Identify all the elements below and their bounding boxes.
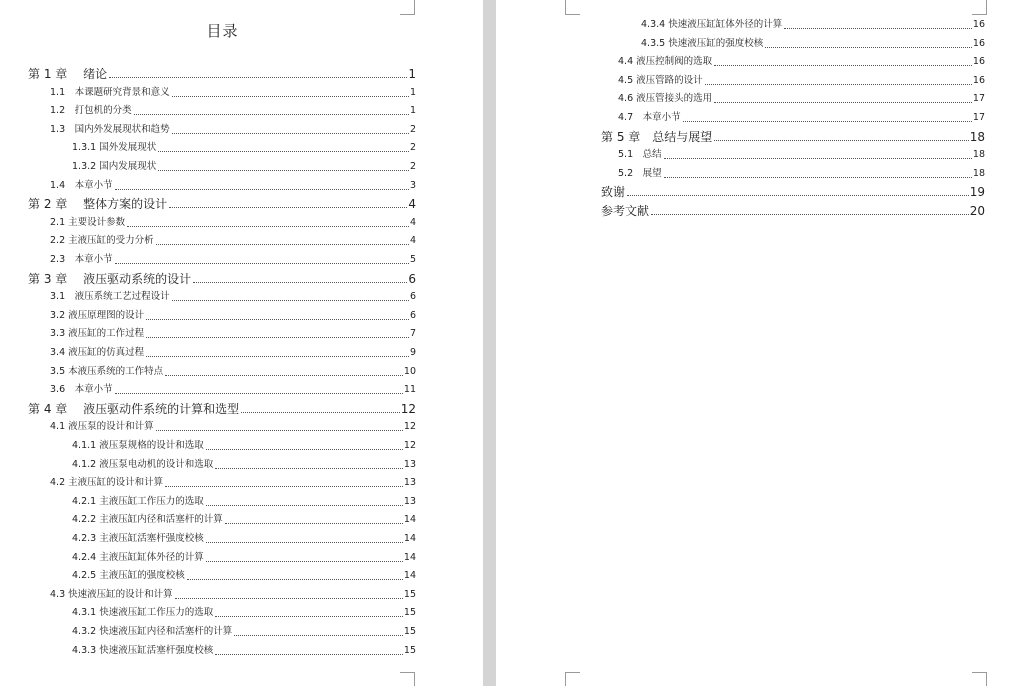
toc-entry[interactable] (72, 625, 416, 639)
dot-leader (664, 177, 972, 178)
toc-entry-title: 1.3.1 国外发展现状 (72, 142, 157, 154)
page-corner-mark (972, 672, 987, 686)
toc-entry-page-number: 13 (403, 495, 416, 507)
dot-leader (241, 412, 400, 413)
toc-entry-page-number: 15 (403, 626, 416, 637)
toc-entry-title: 4.3.2 快速液压缸内径和活塞杆的计算 (72, 626, 233, 637)
page-corner-mark (400, 0, 415, 15)
toc-entry[interactable] (50, 179, 416, 193)
toc-entry-title: 3.4 液压缸的仿真过程 (50, 347, 145, 358)
toc-entry[interactable] (601, 185, 985, 199)
toc-entry-title: 致谢 (601, 185, 626, 200)
dot-leader (234, 635, 403, 636)
toc-entry[interactable] (50, 588, 416, 602)
toc-entry-page-number: 16 (972, 37, 985, 49)
toc-entry-page-number: 14 (403, 570, 416, 582)
dot-leader (651, 214, 969, 215)
toc-entry-title: 2.3 本章小节 (50, 254, 113, 265)
toc-entry-title: 5.2 展望 (618, 167, 662, 179)
toc-entry-page-number: 12 (400, 401, 416, 416)
toc-entry-title: 4.3.5 快速液压缸的强度校核 (641, 37, 764, 49)
dot-leader (225, 523, 403, 524)
toc-entry-title: 4.1.2 液压泵电动机的设计和选取 (72, 458, 214, 470)
toc-entry-title: 3.1 液压系统工艺过程设计 (50, 291, 170, 303)
dot-leader (169, 207, 407, 208)
toc-entry[interactable] (28, 67, 416, 81)
dot-leader (109, 77, 407, 78)
toc-entry-title: 1.2 打包机的分类 (50, 105, 132, 117)
toc-entry-page-number: 11 (403, 384, 416, 396)
toc-entry[interactable] (72, 606, 416, 620)
toc-entry-page-number: 15 (403, 588, 416, 600)
toc-entry-title: 3.6 本章小节 (50, 384, 113, 396)
toc-entry-title: 4.3.4 快速液压缸缸体外径的计算 (641, 19, 783, 30)
toc-entry[interactable] (50, 309, 416, 323)
toc-entry-title: 4.5 液压管路的设计 (618, 74, 703, 86)
page-corner-mark (565, 0, 580, 15)
toc-entry-page-number: 19 (969, 185, 985, 200)
toc-entry[interactable] (50, 365, 416, 379)
toc-entry[interactable] (50, 253, 416, 267)
toc-entry-title: 1.1 本课题研究背景和意义 (50, 86, 170, 98)
toc-entry-title: 第 4 章 液压驱动件系统的计算和选型 (28, 401, 240, 416)
dot-leader (156, 430, 403, 431)
toc-entry-title: 4.2.2 主液压缸内径和活塞杆的计算 (72, 514, 223, 526)
toc-entry[interactable] (50, 123, 416, 137)
toc-entry-page-number: 1 (409, 86, 416, 98)
dot-leader (784, 28, 972, 29)
toc-entry-page-number: 12 (403, 440, 416, 451)
toc-entry[interactable] (618, 74, 985, 88)
toc-entry-page-number: 13 (403, 477, 416, 489)
toc-entry-page-number: 16 (972, 74, 985, 86)
toc-entry[interactable] (50, 420, 416, 434)
dot-leader (714, 65, 972, 66)
page-gutter (483, 0, 496, 686)
dot-leader (705, 84, 972, 85)
dot-leader (134, 114, 409, 115)
toc-entry-page-number: 18 (972, 167, 985, 179)
toc-entry[interactable] (72, 644, 416, 658)
dot-leader (158, 170, 409, 171)
toc-entry-page-number: 13 (403, 458, 416, 470)
toc-entry-title: 2.1 主要设计参数 (50, 216, 126, 228)
page-corner-mark (565, 672, 580, 686)
dot-leader (165, 375, 403, 376)
toc-entry[interactable] (50, 346, 416, 360)
toc-entry[interactable] (72, 569, 416, 583)
toc-entry-page-number: 4 (408, 197, 416, 212)
toc-entry[interactable] (50, 476, 416, 490)
toc-entry-page-number: 17 (972, 93, 985, 105)
toc-entry-page-number: 16 (972, 19, 985, 30)
toc-entry[interactable] (618, 55, 985, 69)
dot-leader (158, 151, 409, 152)
toc-entry-title: 5.1 总结 (618, 149, 662, 161)
dot-leader (175, 598, 403, 599)
toc-entry-page-number: 2 (409, 123, 416, 135)
dot-leader (146, 356, 409, 357)
toc-entry[interactable] (72, 160, 416, 174)
dot-leader (115, 189, 409, 190)
toc-entry-page-number: 14 (403, 514, 416, 526)
toc-entry-title: 4.4 液压控制阀的选取 (618, 56, 713, 68)
toc-entry[interactable] (50, 104, 416, 118)
toc-entry-page-number: 3 (409, 179, 416, 191)
toc-entry-title: 4.1.1 液压泵规格的设计和选取 (72, 440, 204, 451)
toc-entry-title: 第 5 章 总结与展望 (601, 129, 713, 144)
toc-entry-page-number: 1 (409, 105, 416, 117)
document-page-left (0, 0, 483, 686)
toc-entry-title: 3.3 液压缸的工作过程 (50, 328, 145, 340)
toc-entry-page-number: 15 (403, 607, 416, 619)
dot-leader (146, 337, 409, 338)
toc-entry-page-number: 2 (409, 142, 416, 154)
dot-leader (172, 133, 409, 134)
toc-entry-page-number: 18 (969, 129, 985, 144)
page-corner-mark (972, 0, 987, 15)
toc-entry-title: 3.5 本液压系统的工作特点 (50, 365, 164, 377)
toc-entry-title: 4.1 液压泵的设计和计算 (50, 421, 154, 433)
toc-entry[interactable] (641, 18, 985, 32)
dot-leader (115, 263, 409, 264)
dot-leader (215, 616, 403, 617)
toc-entry-page-number: 6 (409, 291, 416, 303)
dot-leader (206, 505, 403, 506)
dot-leader (206, 449, 403, 450)
toc-entry-page-number: 18 (972, 149, 985, 161)
toc-entry[interactable] (618, 92, 985, 106)
toc-entry[interactable] (618, 111, 985, 125)
dot-leader (215, 654, 403, 655)
toc-entry-title: 第 1 章 绪论 (28, 67, 108, 81)
dot-leader (664, 158, 972, 159)
toc-entry[interactable] (72, 439, 416, 453)
toc-entry[interactable] (72, 141, 416, 155)
toc-title: 目录 (206, 22, 239, 40)
page-corner-mark (400, 672, 415, 686)
dot-leader (714, 140, 968, 141)
toc-entry[interactable] (601, 204, 985, 218)
document-page-right (496, 0, 1031, 686)
toc-entry[interactable] (50, 234, 416, 248)
toc-entry-page-number: 7 (409, 328, 416, 340)
dot-leader (187, 579, 403, 580)
dot-leader (115, 393, 403, 394)
dot-leader (193, 282, 407, 283)
toc-entry-title: 2.2 主液压缸的受力分析 (50, 235, 154, 247)
toc-entry-title: 1.3 国内外发展现状和趋势 (50, 123, 170, 135)
toc-entry-title: 4.6 液压管接头的选用 (618, 93, 713, 105)
toc-entry-title: 3.2 液压原理图的设计 (50, 309, 145, 321)
toc-entry[interactable] (50, 216, 416, 230)
toc-entry[interactable] (50, 290, 416, 304)
toc-entry-page-number: 14 (403, 533, 416, 544)
toc-entry-title: 4.7 本章小节 (618, 112, 681, 123)
dot-leader (206, 542, 403, 543)
dot-leader (627, 195, 969, 196)
toc-entry[interactable] (72, 532, 416, 546)
toc-entry-title: 4.2.5 主液压缸的强度校核 (72, 570, 185, 582)
toc-entry[interactable] (72, 513, 416, 527)
toc-entry-title: 第 2 章 整体方案的设计 (28, 197, 168, 212)
toc-entry[interactable] (28, 197, 416, 211)
toc-entry-page-number: 12 (403, 421, 416, 433)
toc-entry-title: 参考文献 (601, 204, 650, 218)
toc-entry-page-number: 4 (409, 216, 416, 228)
toc-entry-title: 第 3 章 液压驱动系统的设计 (28, 271, 192, 286)
toc-entry-title: 4.3 快速液压缸的设计和计算 (50, 588, 173, 600)
toc-entry[interactable] (618, 167, 985, 181)
toc-entry[interactable] (72, 495, 416, 509)
dot-leader (683, 121, 972, 122)
toc-entry[interactable] (72, 551, 416, 565)
toc-entry-page-number: 17 (972, 112, 985, 123)
toc-entry[interactable] (618, 148, 985, 162)
toc-entry-title: 1.4 本章小节 (50, 179, 113, 191)
dot-leader (172, 300, 409, 301)
dot-leader (146, 319, 409, 320)
toc-entry-page-number: 9 (409, 347, 416, 358)
toc-entry-page-number: 14 (403, 551, 416, 563)
toc-entry-title: 4.3.1 快速液压缸工作压力的选取 (72, 607, 214, 619)
toc-entry-title: 4.2 主液压缸的设计和计算 (50, 477, 164, 489)
dot-leader (765, 47, 972, 48)
dot-leader (156, 244, 409, 245)
dot-leader (172, 96, 409, 97)
toc-entry-page-number: 6 (409, 309, 416, 321)
toc-entry-title: 4.3.3 快速液压缸活塞杆强度校核 (72, 644, 214, 656)
dot-leader (127, 226, 409, 227)
toc-entry-title: 4.2.1 主液压缸工作压力的选取 (72, 495, 204, 507)
toc-entry-page-number: 5 (409, 254, 416, 265)
toc-entry-page-number: 15 (403, 644, 416, 656)
dot-leader (215, 468, 403, 469)
toc-entry[interactable] (50, 327, 416, 341)
toc-entry[interactable] (601, 130, 985, 144)
toc-entry-page-number: 1 (408, 67, 416, 81)
toc-entry[interactable] (28, 402, 416, 416)
toc-entry[interactable] (50, 383, 416, 397)
toc-entry[interactable] (50, 86, 416, 100)
toc-entry-title: 4.2.3 主液压缸活塞杆强度校核 (72, 533, 204, 544)
toc-entry[interactable] (28, 272, 416, 286)
toc-entry-page-number: 6 (408, 271, 416, 286)
toc-entry-page-number: 2 (409, 161, 416, 172)
toc-entry-title: 4.2.4 主液压缸缸体外径的计算 (72, 551, 204, 563)
dot-leader (714, 102, 972, 103)
toc-entry-page-number: 4 (409, 235, 416, 247)
dot-leader (206, 561, 403, 562)
toc-entry-page-number: 16 (972, 56, 985, 68)
toc-entry-page-number: 10 (403, 365, 416, 377)
toc-entry-page-number: 20 (969, 204, 985, 218)
toc-entry-title: 1.3.2 国内发展现状 (72, 161, 157, 172)
toc-entry[interactable] (72, 458, 416, 472)
dot-leader (165, 486, 403, 487)
toc-entry[interactable] (641, 37, 985, 51)
